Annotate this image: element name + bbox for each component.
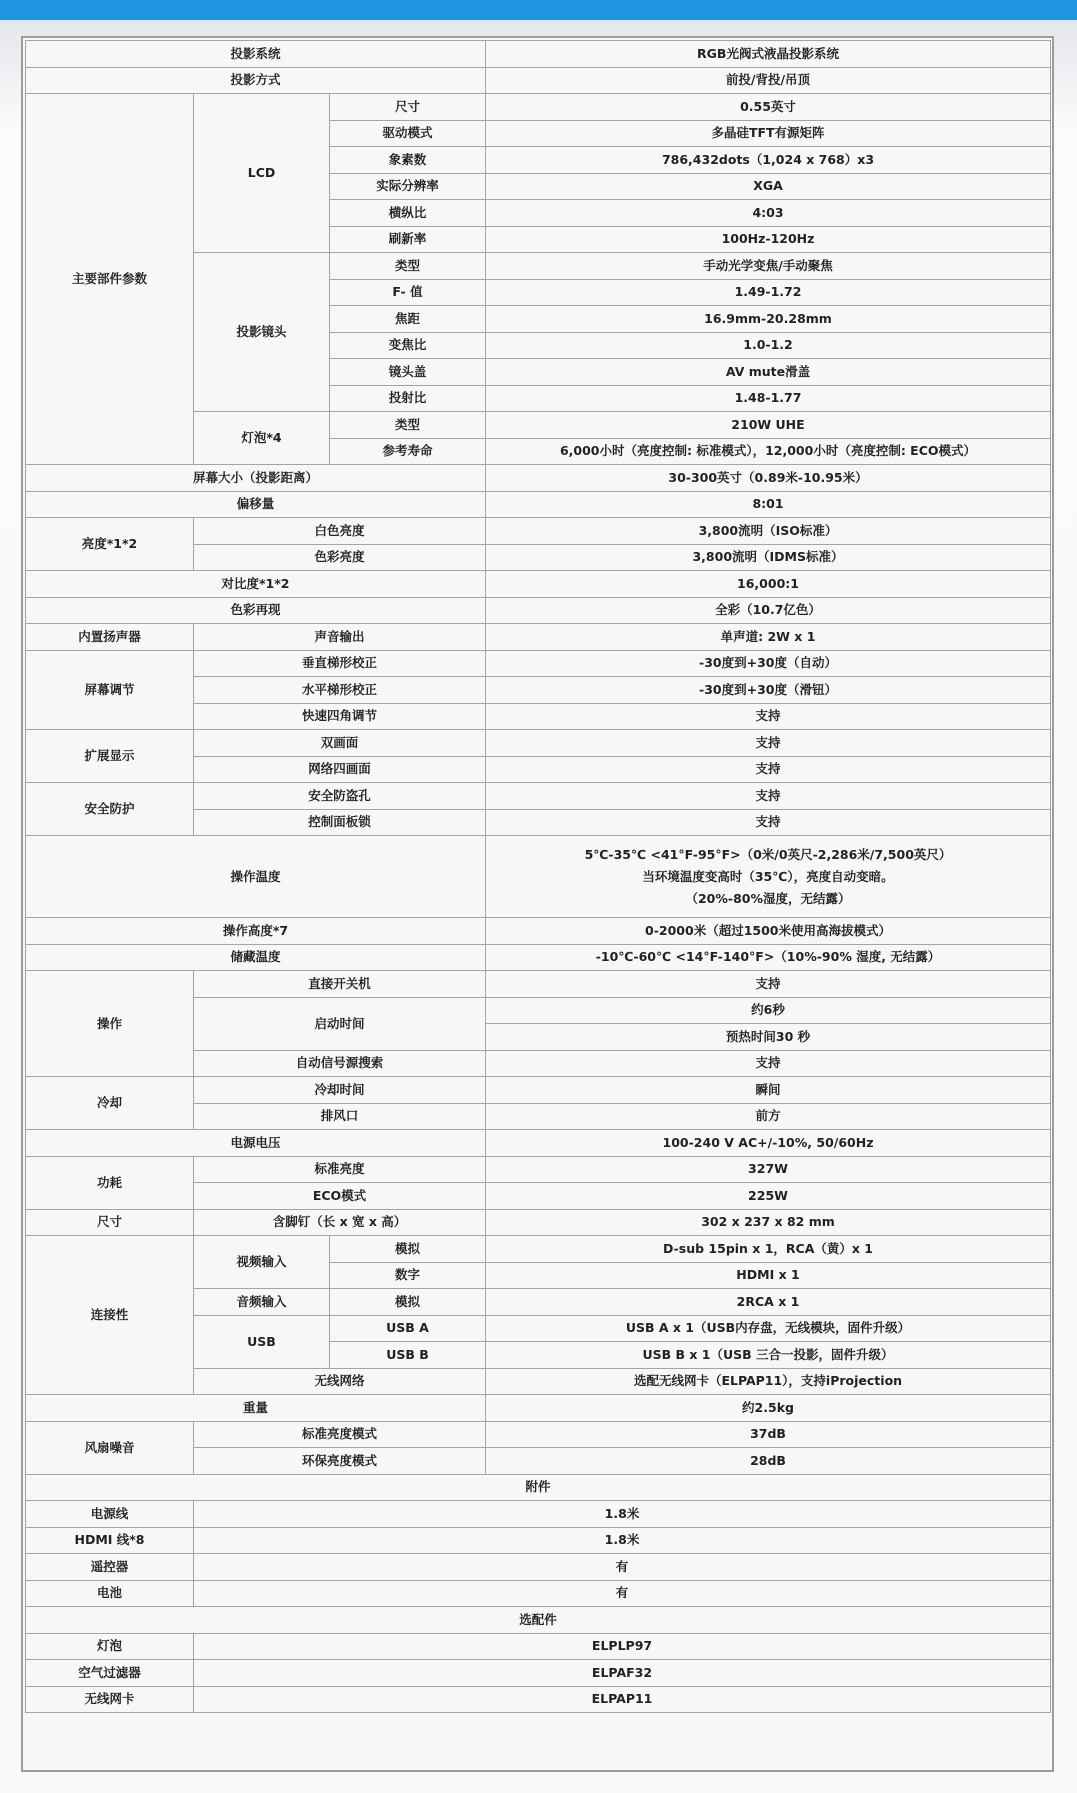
spec-label: 水平梯形校正 (194, 677, 486, 704)
spec-value: HDMI x 1 (486, 1262, 1051, 1289)
spec-sheet (21, 36, 1054, 1772)
table-row (26, 518, 1051, 545)
spec-value: 支持 (486, 783, 1051, 810)
spec-label: 模拟 (330, 1289, 486, 1316)
spec-value: USB B x 1（USB 三合一投影，固件升级） (486, 1342, 1051, 1369)
spec-label: 白色亮度 (194, 518, 486, 545)
spec-value: 8:01 (486, 491, 1051, 518)
spec-label: 自动信号源搜索 (194, 1050, 486, 1077)
spec-value: 30-300英寸（0.89米-10.95米） (486, 465, 1051, 492)
table-row (26, 783, 1051, 810)
spec-label: 电池 (26, 1580, 194, 1607)
spec-value: 16,000:1 (486, 571, 1051, 598)
spec-value: 支持 (486, 730, 1051, 757)
spec-label: 重量 (26, 1395, 486, 1422)
spec-label: 色彩亮度 (194, 544, 486, 571)
spec-label: 控制面板锁 (194, 809, 486, 836)
spec-label: 参考寿命 (330, 438, 486, 465)
group-label: 功耗 (26, 1156, 194, 1209)
group-label: 扩展显示 (26, 730, 194, 783)
table-row (26, 1474, 1051, 1501)
spec-label: 类型 (330, 253, 486, 280)
table-row (26, 624, 1051, 651)
table-row (26, 1209, 1051, 1236)
spec-label: 模拟 (330, 1236, 486, 1263)
table-row (26, 836, 1051, 918)
spec-value: 4:03 (486, 200, 1051, 227)
spec-label: USB A (330, 1315, 486, 1342)
spec-value: 手动光学变焦/手动聚焦 (486, 253, 1051, 280)
table-row (26, 1236, 1051, 1263)
spec-value: 有 (194, 1580, 1051, 1607)
spec-label: 遥控器 (26, 1554, 194, 1581)
spec-value: 210W UHE (486, 412, 1051, 439)
group-label: 操作 (26, 971, 194, 1077)
group-label: 亮度*1*2 (26, 518, 194, 571)
table-row (26, 597, 1051, 624)
spec-label: 直接开关机 (194, 971, 486, 998)
spec-label: 电源线 (26, 1501, 194, 1528)
spec-label: 焦距 (330, 306, 486, 333)
spec-label: 象素数 (330, 147, 486, 174)
spec-value: ELPLP97 (194, 1633, 1051, 1660)
spec-value: 支持 (486, 809, 1051, 836)
table-row (26, 1156, 1051, 1183)
table-row (26, 1501, 1051, 1528)
spec-label: 数字 (330, 1262, 486, 1289)
spec-label: 类型 (330, 412, 486, 439)
spec-value: 约6秒 (486, 997, 1051, 1024)
group-label: 尺寸 (26, 1209, 194, 1236)
spec-value: 预热时间30 秒 (486, 1024, 1051, 1051)
table-row (26, 650, 1051, 677)
table-row (26, 571, 1051, 598)
spec-value: 2RCA x 1 (486, 1289, 1051, 1316)
spec-label: 镜头盖 (330, 359, 486, 386)
table-row (26, 1395, 1051, 1422)
spec-value: D-sub 15pin x 1，RCA（黄）x 1 (486, 1236, 1051, 1263)
spec-label: 灯泡 (26, 1633, 194, 1660)
spec-value: -10℃-60℃ <14°F-140°F>（10%-90% 湿度, 无结露） (486, 944, 1051, 971)
table-row (26, 41, 1051, 68)
spec-label: 投影方式 (26, 67, 486, 94)
spec-value: 3,800流明（ISO标准） (486, 518, 1051, 545)
spec-value: 16.9mm-20.28mm (486, 306, 1051, 333)
spec-label: 屏幕大小（投影距离） (26, 465, 486, 492)
spec-value: 28dB (486, 1448, 1051, 1475)
spec-label: 投影系统 (26, 41, 486, 68)
subgroup-label: 视频输入 (194, 1236, 330, 1289)
spec-value: 支持 (486, 703, 1051, 730)
spec-value: 瞬间 (486, 1077, 1051, 1104)
table-row (26, 1554, 1051, 1581)
spec-label: 空气过滤器 (26, 1660, 194, 1687)
spec-label: 色彩再现 (26, 597, 486, 624)
spec-value: 单声道: 2W x 1 (486, 624, 1051, 651)
spec-value: -30度到+30度（滑钮） (486, 677, 1051, 704)
spec-value: ELPAP11 (194, 1686, 1051, 1713)
spec-label: 横纵比 (330, 200, 486, 227)
spec-label: 尺寸 (330, 94, 486, 121)
table-row (26, 971, 1051, 998)
table-row (26, 491, 1051, 518)
spec-label: 实际分辨率 (330, 173, 486, 200)
spec-label: 投射比 (330, 385, 486, 412)
table-row (26, 1660, 1051, 1687)
spec-value (486, 836, 1051, 918)
group-label: 连接性 (26, 1236, 194, 1395)
op-temp-line: 当环境温度变高时（35℃），亮度自动变暗。 (642, 868, 894, 884)
spec-label: F- 值 (330, 279, 486, 306)
section-header: 附件 (26, 1474, 1051, 1501)
spec-label: 双画面 (194, 730, 486, 757)
spec-value: 3,800流明（IDMS标准） (486, 544, 1051, 571)
table-row (26, 918, 1051, 945)
spec-label: 标准亮度 (194, 1156, 486, 1183)
spec-value: XGA (486, 173, 1051, 200)
spec-value: 全彩（10.7亿色） (486, 597, 1051, 624)
spec-value: 100Hz-120Hz (486, 226, 1051, 253)
spec-value: 前投/背投/吊顶 (486, 67, 1051, 94)
spec-value: USB A x 1（USB内存盘，无线模块，固件升级） (486, 1315, 1051, 1342)
spec-table (25, 40, 1051, 1713)
spec-value: 1.48-1.77 (486, 385, 1051, 412)
spec-value: 225W (486, 1183, 1051, 1210)
spec-value: AV mute滑盖 (486, 359, 1051, 386)
spec-label: 启动时间 (194, 997, 486, 1050)
spec-value: 约2.5kg (486, 1395, 1051, 1422)
spec-label: 对比度*1*2 (26, 571, 486, 598)
spec-label: 驱动模式 (330, 120, 486, 147)
spec-label: 操作温度 (26, 836, 486, 918)
spec-value: 支持 (486, 971, 1051, 998)
spec-value: 多晶硅TFT有源矩阵 (486, 120, 1051, 147)
spec-label: USB B (330, 1342, 486, 1369)
spec-label: 快速四角调节 (194, 703, 486, 730)
spec-label: 垂直梯形校正 (194, 650, 486, 677)
table-row (26, 1686, 1051, 1713)
op-temp-line: 5℃-35℃ <41°F-95°F>（0米/0英尺-2,286米/7,500英尺） (584, 846, 952, 862)
spec-label: 含脚钉（长 x 宽 x 高） (194, 1209, 486, 1236)
group-label: 冷却 (26, 1077, 194, 1130)
spec-label: ECO模式 (194, 1183, 486, 1210)
subgroup-label: 音频输入 (194, 1289, 330, 1316)
spec-label: 无线网卡 (26, 1686, 194, 1713)
group-label: 内置扬声器 (26, 624, 194, 651)
subgroup-label: USB (194, 1315, 330, 1368)
spec-value: 327W (486, 1156, 1051, 1183)
table-row (26, 1580, 1051, 1607)
spec-value: 0.55英寸 (486, 94, 1051, 121)
spec-label: 环保亮度模式 (194, 1448, 486, 1475)
subgroup-label: 投影镜头 (194, 253, 330, 412)
spec-label: 网络四画面 (194, 756, 486, 783)
spec-value: 1.8米 (194, 1527, 1051, 1554)
spec-value: 支持 (486, 1050, 1051, 1077)
table-row (26, 1633, 1051, 1660)
table-row (26, 1130, 1051, 1157)
spec-value: 支持 (486, 756, 1051, 783)
spec-label: 冷却时间 (194, 1077, 486, 1104)
table-row (26, 94, 1051, 121)
spec-label: 排风口 (194, 1103, 486, 1130)
spec-value: ELPAF32 (194, 1660, 1051, 1687)
spec-value: 选配无线网卡（ELPAP11），支持iProjection (486, 1368, 1051, 1395)
spec-label: 无线网络 (194, 1368, 486, 1395)
spec-value: 前方 (486, 1103, 1051, 1130)
table-row (26, 1077, 1051, 1104)
spec-value: -30度到+30度（自动） (486, 650, 1051, 677)
spec-label: 偏移量 (26, 491, 486, 518)
group-label: 安全防护 (26, 783, 194, 836)
table-row (26, 944, 1051, 971)
spec-value: RGB光阀式液晶投影系统 (486, 41, 1051, 68)
spec-value: 1.0-1.2 (486, 332, 1051, 359)
top-accent-bar (0, 0, 1077, 20)
table-row (26, 730, 1051, 757)
spec-value: 6,000小时（亮度控制: 标准模式），12,000小时（亮度控制: ECO模式） (486, 438, 1051, 465)
spec-value: 1.49-1.72 (486, 279, 1051, 306)
spec-label: 操作高度*7 (26, 918, 486, 945)
section-header: 选配件 (26, 1607, 1051, 1634)
group-label: 风扇噪音 (26, 1421, 194, 1474)
spec-label: 变焦比 (330, 332, 486, 359)
table-row (26, 1527, 1051, 1554)
spec-value: 1.8米 (194, 1501, 1051, 1528)
group-label: 屏幕调节 (26, 650, 194, 730)
spec-label: 储藏温度 (26, 944, 486, 971)
spec-label: 电源电压 (26, 1130, 486, 1157)
spec-value: 0-2000米（超过1500米使用高海拔模式） (486, 918, 1051, 945)
group-label: 主要部件参数 (26, 94, 194, 465)
spec-label: 安全防盗孔 (194, 783, 486, 810)
spec-label: 声音输出 (194, 624, 486, 651)
spec-value: 786,432dots（1,024 x 768）x3 (486, 147, 1051, 174)
subgroup-label: LCD (194, 94, 330, 253)
op-temp-line: （20%-80%湿度，无结露） (685, 890, 851, 906)
spec-value: 302 x 237 x 82 mm (486, 1209, 1051, 1236)
subgroup-label: 灯泡*4 (194, 412, 330, 465)
spec-label: 标准亮度模式 (194, 1421, 486, 1448)
table-row (26, 67, 1051, 94)
spec-label: 刷新率 (330, 226, 486, 253)
table-row (26, 465, 1051, 492)
table-row (26, 1607, 1051, 1634)
spec-value: 37dB (486, 1421, 1051, 1448)
table-row (26, 1421, 1051, 1448)
spec-value: 100-240 V AC+/-10%, 50/60Hz (486, 1130, 1051, 1157)
spec-value: 有 (194, 1554, 1051, 1581)
spec-label: HDMI 线*8 (26, 1527, 194, 1554)
